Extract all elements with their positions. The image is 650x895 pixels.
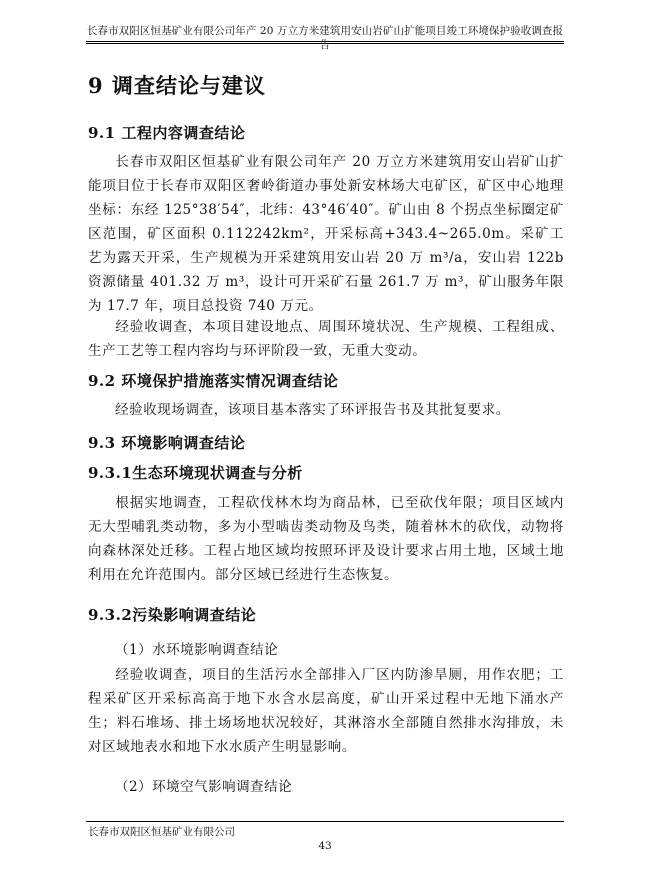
section-9-1-paragraph-2	[88, 315, 564, 363]
header-rule	[86, 41, 564, 42]
subsection-water-title: （1）水环境影响调查结论	[115, 642, 279, 658]
footer-company: 长春市双阳区恒基矿业有限公司	[88, 826, 235, 838]
subsection-air-title: （2）环境空气影响调查结论	[115, 779, 293, 795]
section-9-3-1-paragraph-1-text: 根据实地调查，工程砍伐林木均为商品林，已至砍伐年限；项目区域内无大型哺乳类动物，多为小型啮齿类动物及鸟类，随着林木的砍伐，动物将向森林深处迁移。工程占地区域均按照环评及设计要求占用土地，区域土地利用在允许范围内。部分区域已经进行生态恢复。	[88, 495, 564, 583]
section-9-3-2-title: 9.3.2污染影响调查结论	[88, 606, 257, 624]
section-9-3-1-paragraph-1	[88, 491, 564, 587]
running-header: 长春市双阳区恒基矿业有限公司年产 20 万立方米建筑用安山岩矿山扩能项目竣工环境保护验收调查报告	[86, 25, 564, 51]
footer-rule	[86, 821, 564, 822]
chapter-title: 9 调查结论与建议	[88, 73, 266, 98]
section-9-1-title: 9.1 工程内容调查结论	[88, 124, 246, 142]
section-9-3-1-title: 9.3.1生态环境现状调查与分析	[88, 464, 303, 482]
section-9-1-paragraph-1	[88, 150, 564, 318]
section-9-2-title: 9.2 环境保护措施落实情况调查结论	[88, 372, 339, 390]
section-9-3-2-paragraph-1-text: 经验收调查，项目的生活污水全部排入厂区内防渗旱厕，用作农肥；工程采矿区开采标高高于地下水含水层高度，矿山开采过程中无地下涌水产生；料石堆场、排土场场地状况较好，其淋溶水全部随自然排水沟排放，未对区域地表水和地下水水质产生明显影响。	[88, 667, 564, 755]
section-9-2-paragraph-1	[88, 398, 564, 422]
section-9-3-2-paragraph-1	[88, 663, 564, 759]
header-rule-thin	[86, 43, 564, 44]
section-9-1-paragraph-2-text: 经验收调查，本项目建设地点、周围环境状况、生产规模、工程组成、生产工艺等工程内容均与环评阶段一致，无重大变动。	[88, 319, 564, 359]
section-9-3-title: 9.3 环境影响调查结论	[88, 434, 246, 452]
page-number: 43	[318, 840, 332, 852]
section-9-1-paragraph-1-text: 长春市双阳区恒基矿业有限公司年产 20 万立方米建筑用安山岩矿山扩能项目位于长春市双阳区奢岭街道办事处新安林场大屯矿区，矿区中心地理坐标：东经 125°38′54″，北纬：43°46′40″。矿山由 8 个拐点坐标圈定矿区范围，矿区面积 0.112242km²，开采标高+343.4~265.0m。采矿工艺为露天开采，生产规模为开采建筑用安山岩 20 万 m³/a，安山岩 122b 资源储量 401.32 万 m³，设计可开采矿石量 261.7 万 m³，矿山服务年限为 17.7 年，项目总投资 740 万元。	[88, 154, 564, 314]
section-9-2-paragraph-1-text: 经验收现场调查，该项目基本落实了环评报告书及其批复要求。	[115, 402, 510, 418]
